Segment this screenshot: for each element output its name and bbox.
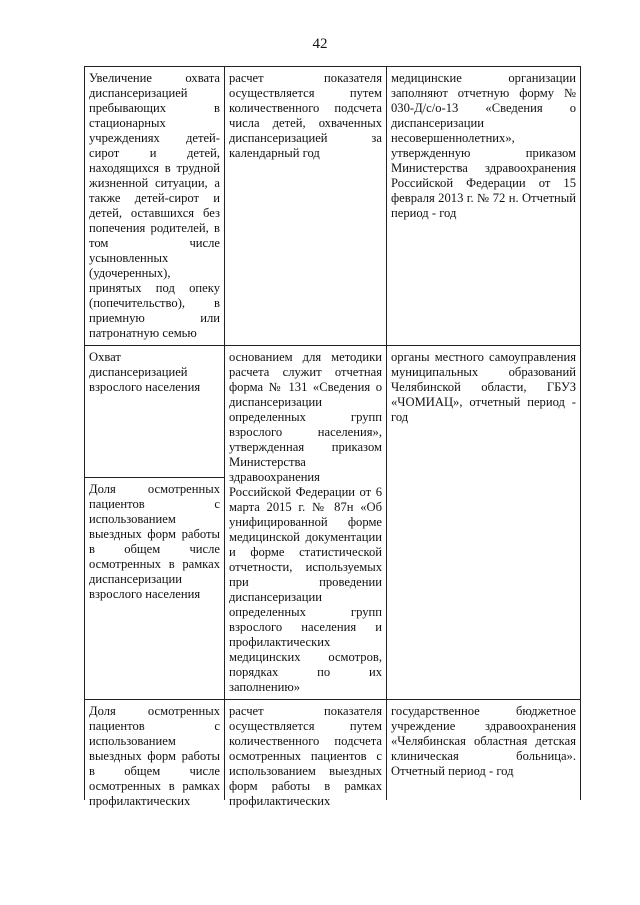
indicator-text: Охват диспансеризацией взрослого населения <box>89 350 201 394</box>
method-cell: основанием для методики расчета служит отчетная форма № 131 «Сведения о диспансеризации определенных групп взрослого населения», утвержденная приказом Министерства здравоохранения Российской Федерации от 6 марта 2015 г. № 87н «Об унифицированной форме медицинской документации и форме статистической отчетности, используемых при проведении диспансеризации определенных групп взрослого населения и профилактических медицинских осмотров, порядках по их заполнению» <box>225 346 387 700</box>
indicator-cell <box>85 346 225 700</box>
indicator-cell <box>85 700 225 808</box>
indicator-text-2: Доля осмотренных пациентов с использованием выездных форм работы в общем числе осмотренных в рамках диспансеризации взрослого населения <box>85 477 224 606</box>
indicator-cell: Увеличение охвата диспансеризацией пребывающих в стационарных учреждениях детей-сирот и детей, находящихся в трудной жизненной ситуации, а также детей-сирот и детей, оставшихся без попечения родителей, в том числе усыновленных (удочеренных), принятых под опеку (попечительство), в приемную или патронатную семью <box>85 67 225 346</box>
method-text: расчет показателя осуществляется путем количественного подсчета осмотренных пациентов с использованием выездных форм работы в рамках профилактических <box>229 704 382 808</box>
method-cell: расчет показателя осуществляется путем количественного подсчета числа детей, охваченных диспансеризацией за календарный год <box>225 67 387 346</box>
source-cell: медицинские организации заполняют отчетную форму № 030-Д/с/о-13 «Сведения о диспансеризации несовершеннолетних», утвержденную приказом Министерства здравоохранения Российской Федерации от 15 февраля 2013 г. № 72 н. Отчетный период - год <box>387 67 581 346</box>
table-row <box>85 700 581 801</box>
source-cell: органы местного самоуправления муниципальных образований Челябинской области, ГБУЗ «ЧОМИАЦ», отчетный период - год <box>387 346 581 700</box>
cell-spacer <box>85 399 224 477</box>
page-number: 42 <box>312 36 328 52</box>
table-row <box>85 67 581 346</box>
indicators-table <box>84 66 581 808</box>
method-cell <box>225 700 387 808</box>
source-text: государственное бюджетное учреждение здравоохранения «Челябинская областная детская клиническая больница». Отчетный период - год <box>391 704 576 778</box>
source-cell <box>387 700 581 801</box>
table-row <box>85 346 581 700</box>
indicator-text: Доля осмотренных пациентов с использованием выездных форм работы в общем числе осмотренных в рамках профилактических <box>89 704 220 808</box>
